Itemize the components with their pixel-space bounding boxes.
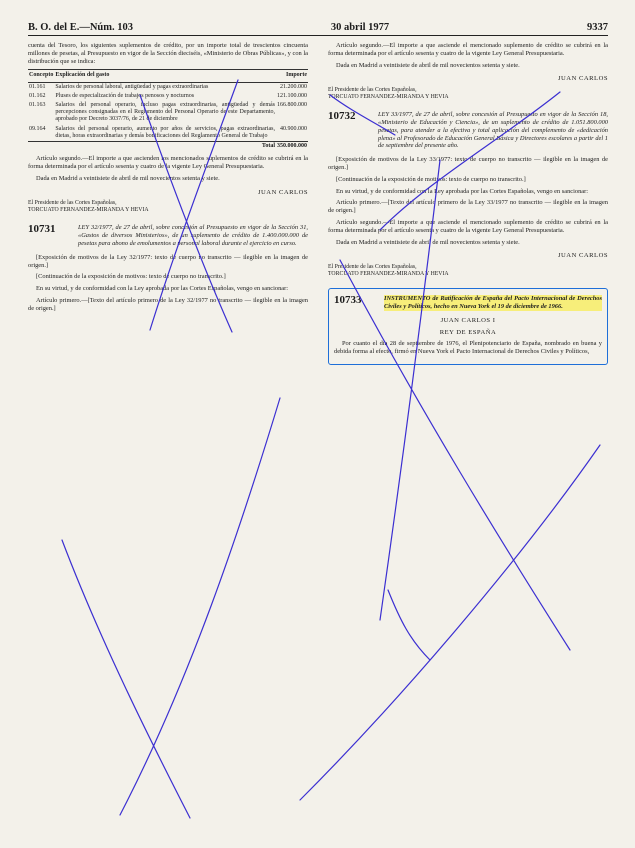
row-code: 01.161 <box>29 83 46 90</box>
row-code: 09.164 <box>29 125 46 132</box>
president-role: El Presidente de las Cortes Españolas, <box>328 264 417 271</box>
left-body-2: [Continuación de la exposición de motivos: texto de cuerpo no transcrito.] <box>36 273 226 281</box>
king-title: REY DE ESPAÑA <box>439 328 497 336</box>
page-number: 9337 <box>586 22 608 33</box>
law-title: LEY 33/1977, de 27 de abril, sobre concesión al Presupuesto en vigor de la Sección 18, «Ministerio de Educación y Ciencia», de un suplemento de crédito de 1.051.800.000 pesetas, para atender a la efectiva y total aplicación del complemento de «dedicación plena» al Profesorado de Educación General Básica y Directores escolares a partir del 1 de septiembre del presente año. <box>378 111 608 150</box>
row-text: Salarios de personal laboral, antigüedad y pagas extraordinarias <box>55 83 209 90</box>
instrument-number: 10733 <box>334 294 362 307</box>
table-row <box>28 101 308 125</box>
total-amount: 350.000.000 <box>276 142 308 152</box>
row-text: Salarios del personal operario, incluso pagas extraordinarias, antigüedad y demás percepciones consignadas en el Reglamento del Personal Operario de este Departamento, aprobado por Decreto 3037/76, de 21 de diciembre <box>55 102 275 123</box>
right-signature-2: JUAN CARLOS <box>557 252 608 260</box>
left-body-3: En su virtud, y de conformidad con la Ley aprobada por las Cortes Españolas, vengo en sancionar: <box>36 285 289 293</box>
gazette-page <box>28 22 608 365</box>
col-header-explicacion: Explicación del gasto <box>54 70 276 82</box>
row-code: 01.162 <box>29 92 46 99</box>
left-dada: Dada en Madrid a veintisiete de abril de mil novecientos setenta y siete. <box>36 174 220 182</box>
strike-mark-right-lower <box>300 445 600 800</box>
president-name: TORCUATO FERNANDEZ-MIRANDA Y HEVIA <box>328 271 449 278</box>
instrument-text: Por cuanto el día 28 de septiembre de 1976, el Plenipotenciario de España, nombrado en buena y debida forma al efecto, firmó en Nueva York el Pacto Internacional de Derechos Civiles y Políticos, <box>334 340 602 356</box>
right-dada: Dada en Madrid a veintisiete de abril de mil novecientos setenta y siete. <box>336 61 520 69</box>
president-role: El Presidente de las Cortes Españolas, <box>328 87 417 94</box>
right-body-2: [Continuación de la exposición de motivos: texto de cuerpo no transcrito.] <box>336 175 526 183</box>
right-column <box>328 42 608 365</box>
right-president <box>328 87 608 101</box>
col-header-importe: Importe <box>276 70 308 82</box>
right-dada-2: Dada en Madrid a veintisiete de abril de mil novecientos setenta y siete. <box>336 238 520 246</box>
law-title: LEY 32/1977, de 27 de abril, sobre concesión al Presupuesto en vigor de la Sección 31, «Gastos de diversos Ministerios», de un suplemento de crédito de 1.400.000.000 de pesetas para abono de emolumentos a personal laboral durante el ejercicio en curso. <box>78 224 308 247</box>
right-article-two: Artículo segundo.—El importe a que asciende el mencionado suplemento de crédito se cubrirá en la forma determinada por el artículo sesenta y cuatro de la vigente Ley General Presupuestaria. <box>328 42 608 57</box>
row-amount: 21.200.000 <box>280 83 307 90</box>
col-header-concepto: Concepto <box>28 70 54 82</box>
right-article-two-b: Artículo segundo.—El importe a que asciende el mencionado suplemento de crédito se cubrirá en la forma determinada por el artículo sesenta y cuatro de la vigente Ley General Presupuestaria. <box>328 218 608 234</box>
right-body-3: En su virtud, y de conformidad con la Ley aprobada por las Cortes Españolas, vengo en sancionar: <box>336 187 589 195</box>
left-column <box>28 42 308 365</box>
right-body-1: [Exposición de motivos de la Ley 33/1977: texto de cuerpo no transcrito — ilegible en la imagen de origen.] <box>328 156 608 171</box>
king-name: JUAN CARLOS I <box>440 316 496 324</box>
row-amount: 40.900.000 <box>280 125 307 132</box>
left-article-two: Artículo segundo.—El importe a que ascienden los mencionados suplementos de crédito se cubrirá en la forma determinada por el artículo sesenta y cuatro de la vigente Ley General Presupuestaria. <box>28 155 308 171</box>
table-row <box>28 125 308 142</box>
credit-table <box>28 69 308 151</box>
instrument-10733-box <box>328 288 608 365</box>
left-president <box>28 200 308 214</box>
left-intro: cuenta del Tesoro, los siguientes suplementos de crédito, por un importe total de trescientos cincuenta millones de pesetas, al Presupuesto en vigor de la Sección dieciséis, «Ministerio de Obras Públicas», y con la distribución que se indica: <box>28 42 308 65</box>
table-row <box>28 92 308 101</box>
journal-title: B. O. del E.—Núm. 103 <box>28 22 134 33</box>
left-body-1: [Exposición de motivos de la Ley 32/1977: texto de cuerpo no transcrito — ilegible en la imagen de origen.] <box>28 253 308 269</box>
instrument-title: INSTRUMENTO de Ratificación de España del Pacto Internacional de Derechos Civiles y Políticos, hecho en Nueva York el 19 de diciembre de 1966. <box>384 295 602 310</box>
law-10732 <box>328 111 608 150</box>
left-body-4: Artículo primero.—[Texto del artículo primero de la Ley 32/1977 no transcrito — ilegible en la imagen de origen.] <box>28 296 308 312</box>
table-total-row <box>28 142 308 152</box>
right-signature: JUAN CARLOS <box>557 75 608 83</box>
left-signature: JUAN CARLOS <box>257 188 308 196</box>
law-number: 10731 <box>28 223 56 236</box>
row-text: Pluses de especialización de trabajos penosos y nocturnos <box>55 92 195 99</box>
instrument-header <box>334 295 602 311</box>
president-name: TORCUATO FERNANDEZ-MIRANDA Y HEVIA <box>328 94 449 101</box>
total-label: Total <box>54 142 276 152</box>
president-role: El Presidente de las Cortes Españolas, <box>28 200 117 207</box>
strike-mark-left-bottom <box>62 398 280 818</box>
president-name: TORCUATO FERNANDEZ-MIRANDA Y HEVIA <box>28 207 149 214</box>
row-amount: 166.800.000 <box>277 102 307 108</box>
right-body-4: Artículo primero.—[Texto del artículo primero de la Ley 33/1977 no transcrito — ilegible en la imagen de origen.] <box>328 199 608 215</box>
table-row <box>28 82 308 92</box>
row-code: 01.163 <box>29 102 46 108</box>
row-amount: 121.100.000 <box>277 92 307 99</box>
law-number: 10732 <box>328 110 356 123</box>
running-head <box>28 22 608 36</box>
issue-date: 30 abril 1977 <box>330 22 390 33</box>
right-president-2 <box>328 264 608 278</box>
row-text: Salarios del personal operario, aumento por años de servicios, pagas extraordinarias, dietas, horas extraordinarias y demás bonificaciones del Reglamento General de Trabajo <box>55 125 275 139</box>
law-10731 <box>28 224 308 247</box>
